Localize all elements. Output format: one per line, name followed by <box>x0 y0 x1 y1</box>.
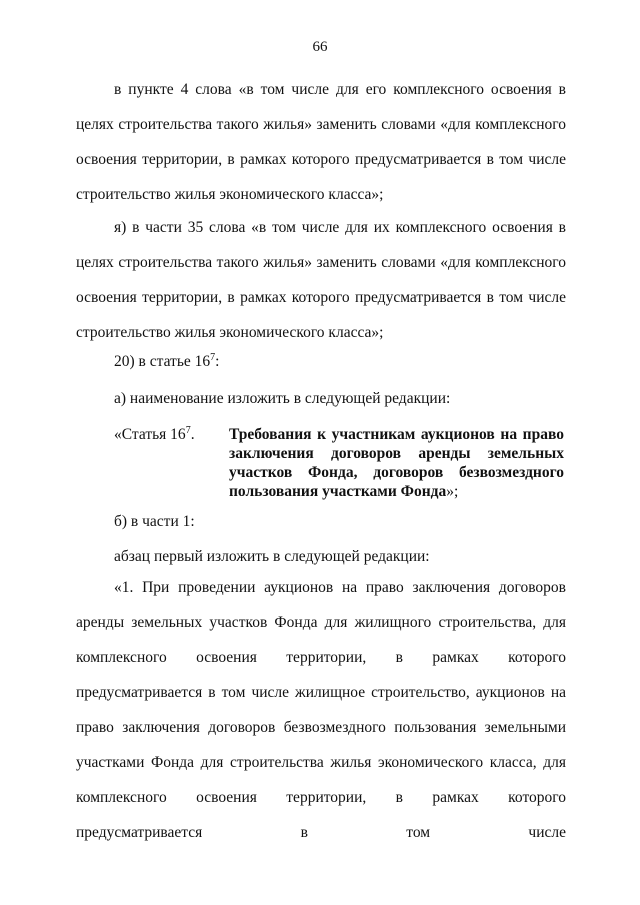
article-label <box>114 425 195 445</box>
paragraph-first-abzac: абзац первый изложить в следующей редакции: <box>114 548 430 565</box>
item-20-colon: : <box>215 353 220 370</box>
page-number: 66 <box>312 39 328 55</box>
paragraph-item-ya-amendment: я) в части 35 слова «в том числе для их комплексного освоения в целях строительства такого жилья» заменить словами «для комплексного освоения территории, в рамках которого предусматривается в том числе строительство жилья экономического класса»; <box>76 219 566 341</box>
paragraph-item-a: а) наименование изложить в следующей редакции: <box>114 390 451 407</box>
paragraph-item-4-amendment: в пункте 4 слова «в том числе для его комплексного освоения в целях строительства такого жилья» заменить словами «для комплексного освоения территории, в рамках которого предусматривается в том числе строительство жилья экономического класса»; <box>76 81 566 203</box>
article-label-text: «Статья 16 <box>114 426 186 443</box>
article-title-end: »; <box>446 483 459 500</box>
article-title <box>229 425 564 501</box>
article-label-period: . <box>190 426 195 443</box>
paragraph-part-1-text: «1. При проведении аукционов на право заключения договоров аренды земельных участков Фонда для жилищного строительства, для комплексного освоения территории, в рамках которого предусматривается в том числе жилищное строительство, аукционов на право заключения договоров безвозмездного пользования земельными участками Фонда для строительства жилья экономического класса, для комплексного освоения территории, в рамках которого предусматривается в том числе <box>76 579 566 841</box>
article-title-text: Требования к участникам аукционов на право заключения договоров аренды земельных участков Фонда, договоров безвозмездного пользования участками Фонда <box>229 426 564 500</box>
paragraph-item-20 <box>114 352 219 372</box>
item-20-text: 20) в статье 16 <box>114 353 211 370</box>
item-20-superscript: 7 <box>210 351 216 363</box>
paragraph-item-b: б) в части 1: <box>114 513 195 530</box>
article-label-superscript: 7 <box>185 424 191 436</box>
